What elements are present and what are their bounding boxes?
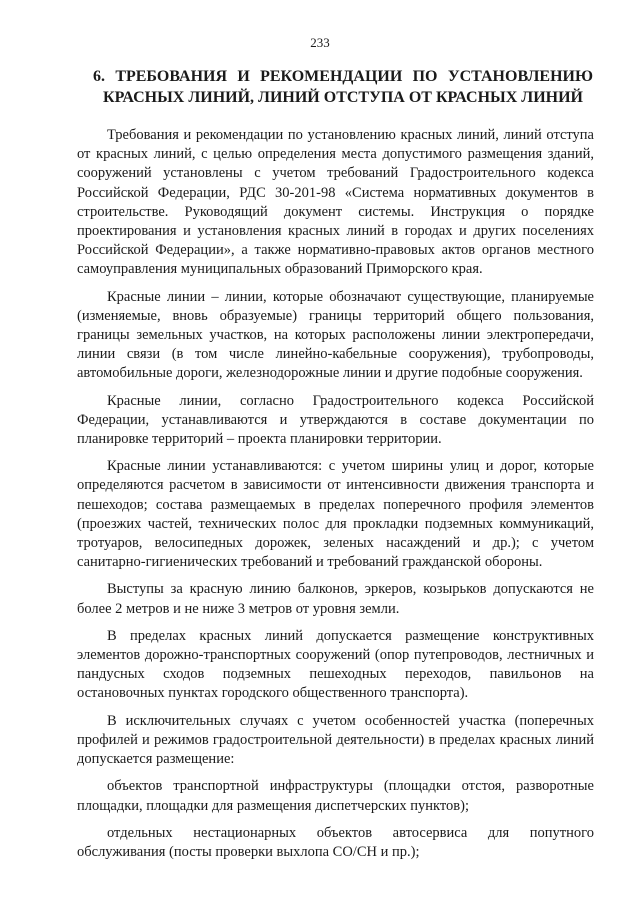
paragraph: Красные линии устанавливаются: с учетом ширины улиц и дорог, которые определяются расчетом в зависимости от интенсивности движения транспорта и пешеходов; состава размещаемых в пределах поперечного профиля элементов (проезжих частей, технических полос для прокладки подземных коммуникаций, тротуаров, велосипедных дорожек, зеленых насаждений и др.); с учетом санитарно-гигиенических требований и требований гражданской обороны.: [77, 458, 594, 571]
paragraph: В пределах красных линий допускается размещение конструктивных элементов дорожно-транспортных сооружений (опор путепроводов, лестничных и пандусных сходов подземных пешеходных переходов, павильонов на остановочных пунктах городского общественного транспорта).: [77, 627, 594, 702]
paragraph: В исключительных случаях с учетом особенностей участка (поперечных профилей и режимов градостроительной деятельности) в пределах красных линий допускается размещение:: [77, 712, 594, 768]
section-heading: 6. ТРЕБОВАНИЯ И РЕКОМЕНДАЦИИ ПО УСТАНОВЛЕНИЮ КРАСНЫХ ЛИНИЙ, ЛИНИЙ ОТСТУПА ОТ КРАСНЫХ ЛИНИЙ: [93, 68, 593, 106]
document-body: [77, 126, 594, 870]
page-number: 233: [310, 35, 330, 50]
paragraph: Красные линии, согласно Градостроительного кодекса Российской Федерации, устанавливаются и утверждаются в составе документации по планировке территорий – проекта планировки территории.: [77, 392, 594, 448]
list-item-paragraph: объектов транспортной инфраструктуры (площадки отстоя, разворотные площадки, площадки для размещения диспетчерских пунктов);: [77, 778, 594, 814]
paragraph: Требования и рекомендации по установлению красных линий, линий отступа от красных линий, с целью определения места допустимого размещения зданий, сооружений установлены с учетом требований Градостроительного кодекса Российской Федерации, РДС 30-201-98 «Система нормативных документов в строительстве. Руководящий документ системы. Инструкция о порядке проектирования и установления красных линий в городах и других поселениях Российской Федерации», а также нормативно-правовых актов органов местного самоуправления муниципальных образований Приморского края.: [77, 127, 594, 278]
paragraph: Красные линии – линии, которые обозначают существующие, планируемые (изменяемые, вновь образуемые) границы территорий общего пользования, границы земельных участков, на которых расположены линии электропередачи, линии связи (в том числе линейно-кабельные сооружения), трубопроводы, автомобильные дороги, железнодорожные линии и другие подобные сооружения.: [77, 288, 594, 382]
list-item-paragraph: отдельных нестационарных объектов автосервиса для попутного обслуживания (посты проверки выхлопа СО/СН и пр.);: [77, 824, 594, 860]
paragraph: Выступы за красную линию балконов, эркеров, козырьков допускаются не более 2 метров и не ниже 3 метров от уровня земли.: [77, 581, 594, 617]
